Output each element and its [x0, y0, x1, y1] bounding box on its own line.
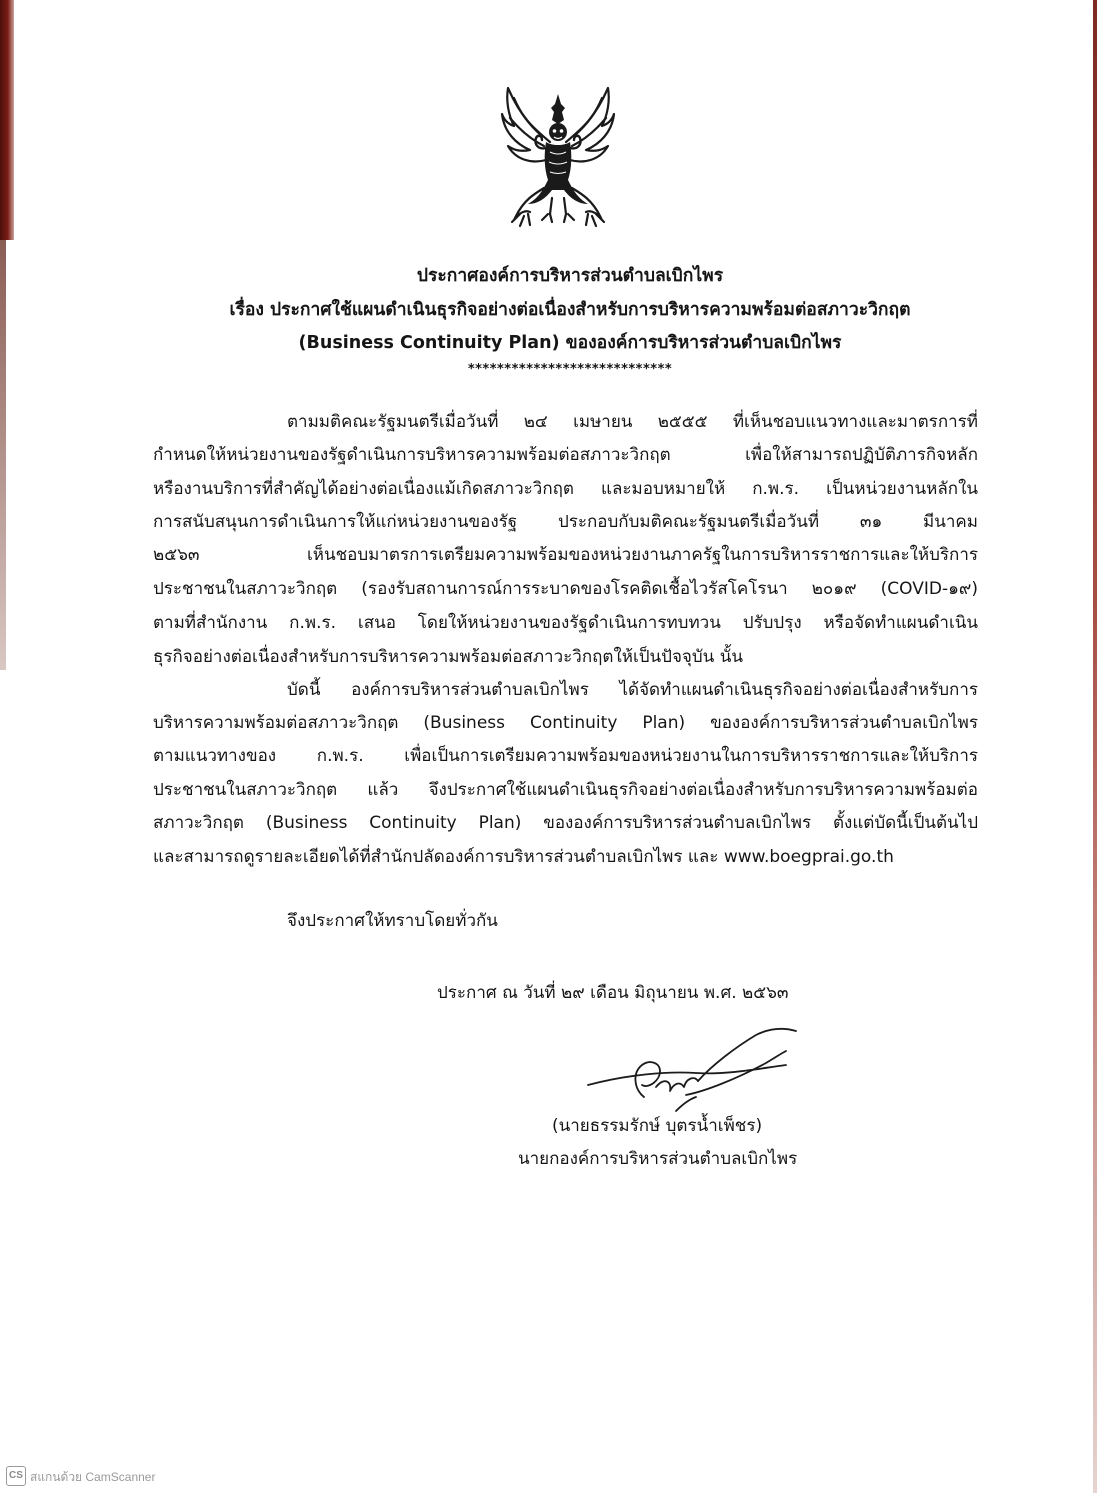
- paragraph-line: ตามที่สำนักงาน ก.พ.ร. เสนอ โดยให้หน่วยงานของรัฐดำเนินการทบทวน ปรับปรุง หรือจัดทำแผนดำเนิน: [153, 613, 978, 633]
- scan-edge-left: [0, 0, 14, 240]
- announcement-date: ประกาศ ณ วันที่ ๒๙ เดือน มิถุนายน พ.ศ. ๒๕๖๓: [437, 983, 789, 1003]
- paragraph-line: ตามแนวทางของ ก.พ.ร. เพื่อเป็นการเตรียมความพร้อมของหน่วยงานในการบริหารราชการและให้บริการ: [153, 746, 978, 766]
- paragraph-line: สภาวะวิกฤต (Business Continuity Plan) ขององค์การบริหารส่วนตำบลเบิกไพร ตั้งแต่บัดนี้เป็นต้นไป: [153, 813, 978, 833]
- paragraph-line: การสนับสนุนการดำเนินการให้แก่หน่วยงานของรัฐ ประกอบกับมติคณะรัฐมนตรีเมื่อวันที่ ๓๑ มีนาคม: [153, 512, 978, 532]
- paragraph-line: ธุรกิจอย่างต่อเนื่องสำหรับการบริหารความพร้อมต่อสภาวะวิกฤตให้เป็นปัจจุบัน นั้น: [153, 647, 743, 667]
- handwritten-signature: [586, 1025, 806, 1117]
- garuda-emblem-icon: [498, 80, 618, 228]
- camscanner-logo-icon: CS: [6, 1466, 26, 1486]
- separator-asterisks: ****************************: [467, 362, 673, 377]
- paragraph-line: และสามารถดูรายละเอียดได้ที่สำนักปลัดองค์การบริหารส่วนตำบลเบิกไพร และ www.boegprai.go.th: [153, 847, 894, 867]
- paragraph-line: ๒๕๖๓ เห็นชอบมาตรการเตรียมความพร้อมของหน่วยงานภาครัฐในการบริหารราชการและให้บริการ: [153, 545, 978, 565]
- paragraph-line: ประชาชนในสภาวะวิกฤต (รองรับสถานการณ์การระบาดของโรคติดเชื้อไวรัสโคโรนา ๒๐๑๙ (COVID-๑๙): [153, 579, 978, 599]
- paragraph-line: บริหารความพร้อมต่อสภาวะวิกฤต (Business Continuity Plan) ขององค์การบริหารส่วนตำบลเบิกไพร: [153, 713, 978, 733]
- announcement-subject: เรื่อง ประกาศใช้แผนดำเนินธุรกิจอย่างต่อเนื่องสำหรับการบริหารความพร้อมต่อสภาวะวิกฤต: [229, 300, 911, 320]
- closing-statement: จึงประกาศให้ทราบโดยทั่วกัน: [287, 911, 498, 931]
- announcement-subject-continued: (Business Continuity Plan) ขององค์การบริหารส่วนตำบลเบิกไพร: [298, 333, 842, 353]
- paragraph-line: กำหนดให้หน่วยงานของรัฐดำเนินการบริหารความพร้อมต่อสภาวะวิกฤต เพื่อให้สามารถปฏิบัติภารกิจหลัก: [153, 445, 978, 465]
- signatory-name: (นายธรรมรักษ์ บุตรน้ำเพ็ชร): [552, 1116, 763, 1136]
- camscanner-watermark: สแกนด้วย CamScanner: [30, 1470, 156, 1484]
- paragraph-line: หรืองานบริการที่สำคัญได้อย่างต่อเนื่องแม้เกิดสภาวะวิกฤต และมอบหมายให้ ก.พ.ร. เป็นหน่วยงานหลักใน: [153, 479, 978, 499]
- paragraph-line: ประชาชนในสภาวะวิกฤต แล้ว จึงประกาศใช้แผนดำเนินธุรกิจอย่างต่อเนื่องสำหรับการบริหารความพร้อมต่อ: [153, 780, 978, 800]
- announcement-title: ประกาศองค์การบริหารส่วนตำบลเบิกไพร: [416, 266, 724, 286]
- paragraph-line: บัดนี้ องค์การบริหารส่วนตำบลเบิกไพร ได้จัดทำแผนดำเนินธุรกิจอย่างต่อเนื่องสำหรับการ: [287, 680, 978, 700]
- scan-edge-right: [1093, 0, 1097, 1493]
- scan-edge-left-lower: [0, 240, 6, 670]
- signatory-position: นายกองค์การบริหารส่วนตำบลเบิกไพร: [518, 1149, 798, 1169]
- paragraph-line: ตามมติคณะรัฐมนตรีเมื่อวันที่ ๒๔ เมษายน ๒๕๕๕ ที่เห็นชอบแนวทางและมาตรการที่: [287, 412, 978, 432]
